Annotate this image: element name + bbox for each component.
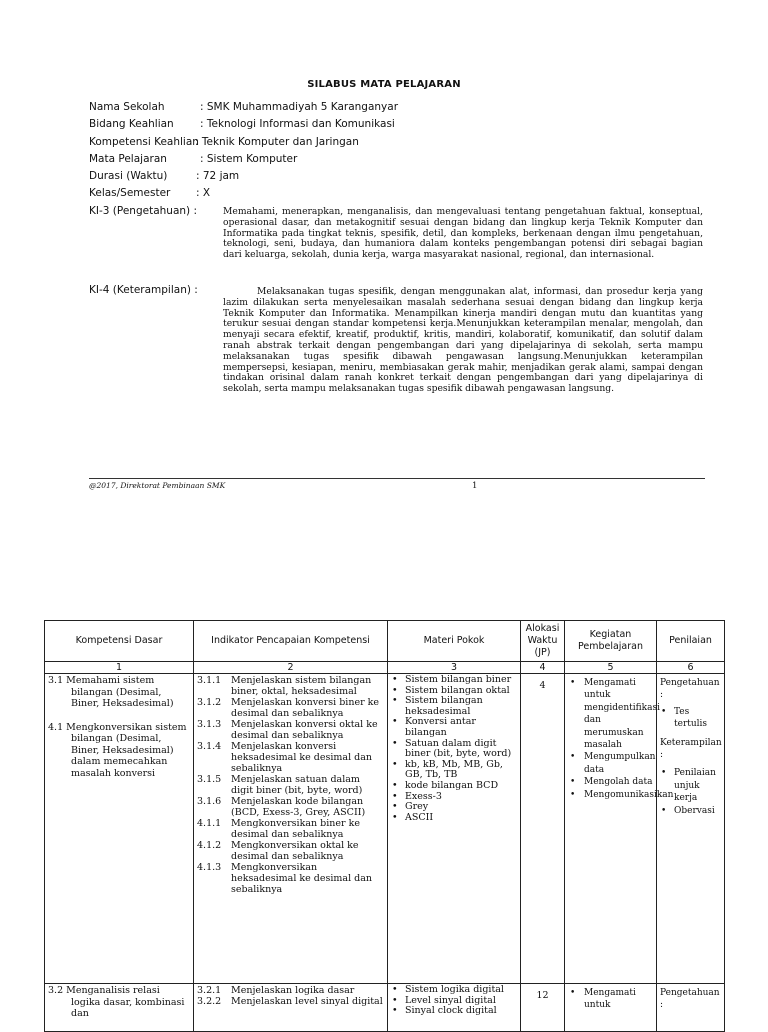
kegiatan-item: • Mengamati untuk mengidentifikasi dan merumuskan masalah [568,677,653,751]
materi-item: • Sistem logika digital [391,985,517,996]
kegiatan-item: • Mengamati untuk [568,987,653,1012]
header-materi-pokok: Materi Pokok [388,621,521,662]
column-number: 4 [521,662,565,674]
materi-item: • Sistem bilangan biner [391,675,517,686]
indikator-item: 4.1.3 Mengkonversikan heksadesimal ke desimal dan sebaliknya [197,862,372,895]
info-row: Kompetensi Keahlian: Teknik Komputer dan Jaringan [89,136,359,148]
indikator-item: 3.1.6 Menjelaskan kode bilangan (BCD, Exess-3, Grey, ASCII) [197,796,366,818]
indikator-item: 3.1.4 Menjelaskan konversi heksadesimal ke desimal dan sebaliknya [197,741,372,774]
materi-item: • ASCII [391,813,517,824]
kegiatan-item: • Mengolah data [568,776,653,788]
penilaian-heading: Pengetahuan : [660,988,720,1011]
penilaian-item: • Penilaian unjuk kerja [660,767,721,804]
column-number: 5 [565,662,657,674]
header-indikator: Indikator Pencapaian Kompetensi [194,621,388,662]
indikator-cell [194,984,388,1032]
kd-item: 3.2 Menganalisis relasi logika dasar, kombinasi dan [48,985,185,1019]
penilaian-item: • Tes tertulis [660,706,721,731]
info-row: Durasi (Waktu) : 72 jam [89,170,240,182]
materi-item: • kb, kB, Mb, MB, Gb, GB, Tb, TB [391,760,517,781]
info-row: Mata Pelajaran : Sistem Komputer [89,153,298,165]
indikator-item: 4.1.2 Mengkonversikan oktal ke desimal dan sebaliknya [197,840,359,862]
info-row: Nama Sekolah : SMK Muhammadiyah 5 Karanganyar [89,101,399,113]
syllabus-table [44,620,725,1032]
info-row: Bidang Keahlian : Teknologi Informasi dan Komunikasi [89,118,395,130]
jp-cell: 4 [521,674,565,984]
materi-list [391,675,517,823]
materi-item: • Satuan dalam digit biner (bit, byte, word) [391,739,517,760]
info-row: Kelas/Semester : X [89,187,211,199]
kegiatan-item: • Mengumpulkan data [568,751,653,776]
header-penilaian: Penilaian [657,621,725,662]
indikator-item: 3.1.2 Menjelaskan konversi biner ke desimal dan sebaliknya [197,697,380,719]
indikator-item: 3.2.1 Menjelaskan logika dasar [197,985,355,996]
kegiatan-list [568,675,674,801]
indikator-item: 3.2.2 Menjelaskan level sinyal digital [197,996,383,1007]
ki4-label: KI-4 (Keterampilan) : [89,284,198,296]
materi-item: • Level sinyal digital [391,996,517,1007]
materi-item: • kode bilangan BCD [391,781,517,792]
jp-cell: 12 [521,984,565,1032]
materi-item: • Sistem bilangan oktal [391,686,517,697]
indikator-item: 3.1.1 Menjelaskan sistem bilangan biner, oktal, heksadesimal [197,675,372,697]
ki3-label: KI-3 (Pengetahuan) : [89,205,198,217]
kegiatan-cell [565,984,657,1032]
penilaian-item: • Obervasi [660,805,721,817]
penilaian-heading: Keterampilan : [660,737,722,761]
column-number: 1 [45,662,194,674]
indikator-item: 3.1.5 Menjelaskan satuan dalam digit biner (bit, byte, word) [197,774,363,796]
header-kompetensi-dasar: Kompetensi Dasar [45,621,194,662]
indikator-item: 4.1.1 Mengkonversikan biner ke desimal dan sebaliknya [197,818,360,840]
table-row [45,674,725,984]
kegiatan-item: • Mengomunikasikan [568,789,653,801]
materi-item: • Sistem bilangan heksadesimal [391,696,517,717]
penilaian-list [660,706,721,731]
kd-item: 3.1 Memahami sistem bilangan (Desimal, Biner, Heksadesimal) [48,675,174,709]
penilaian-heading: Pengetahuan : [660,678,720,701]
footer-divider [89,478,705,479]
materi-list [391,985,517,1017]
column-number: 3 [388,662,521,674]
penilaian-cell [657,984,725,1032]
page-title: SILABUS MATA PELAJARAN [307,79,461,90]
kd-cell [45,984,194,1032]
footer-copyright: @2017, Direktorat Pembinaan SMK [89,481,226,490]
penilaian-cell [657,674,725,984]
table-header-row [45,621,725,662]
ki3-text: Memahami, menerapkan, menganalisis, dan mengevaluasi tentang pengetahuan faktual, konseptual, operasional dasar, dan metakognitif sesuai dengan bidang dan lingkup kerja Teknik Komputer dan Informatika pada tingkat teknis, spesifik, detil, dan kompleks, berkenaan dengan ilmu pengetahuan, teknologi, seni, budaya, dan humaniora dalam konteks pengembangan potensi diri sebagai bagian dari keluarga, sekolah, dunia kerja, warga masyarakat nasional, regional, dan internasional. [223,206,703,261]
header-kegiatan: Kegiatan Pembelajaran [565,621,657,662]
penilaian-list [660,767,721,817]
materi-item: • Sinyal clock digital [391,1006,517,1017]
page-number: 1 [472,481,478,491]
materi-cell [388,674,521,984]
indikator-item: 3.1.3 Menjelaskan konversi oktal ke desimal dan sebaliknya [197,719,378,741]
kegiatan-cell [565,674,674,984]
materi-item: • Konversi antar bilangan [391,717,517,738]
table-row [45,984,725,1032]
column-number: 2 [194,662,388,674]
table-number-row [45,662,725,674]
indikator-cell [194,674,388,984]
kegiatan-list [568,985,653,1012]
kd-item: 4.1 Mengkonversikan sistem bilangan (Desimal, Biner, Heksadesimal) dalam memecahkan masalah konversi [48,721,187,779]
kd-cell [45,674,194,984]
ki4-text: Melaksanakan tugas spesifik, dengan menggunakan alat, informasi, dan prosedur kerja yang lazim dilakukan serta menyelesaikan masalah sederhana sesuai dengan bidang dan lingkup kerja Teknik Komputer dan Informatika. Menampilkan kinerja mandiri dengan mutu dan kuantitas yang terukur sesuai dengan standar kompetensi kerja.Menunjukkan keterampilan menalar, mengolah, dan menyaji secara efektif, kreatif, produktif, kritis, mandiri, kolaboratif, komunikatif, dan solutif dalam ranah abstrak terkait dengan pengembangan dari yang dipelajarinya di sekolah, serta mampu melaksanakan tugas spesifik dibawah pengawasan langsung.Menunjukkan keterampilan mempersepsi, kesiapan, meniru, membiasakan gerak mahir, menjadikan gerak alami, sampai dengan tindakan orisinal dalam ranah konkret terkait dengan pengembangan dari yang dipelajarinya di sekolah, serta mampu melaksanakan tugas spesifik dibawah pengawasan langsung. [223,286,703,395]
materi-cell [388,984,521,1032]
column-number: 6 [657,662,725,674]
header-alokasi-waktu: Alokasi Waktu (JP) [521,621,565,662]
materi-item: • Exess-3 [391,792,517,803]
materi-item: • Grey [391,802,517,813]
